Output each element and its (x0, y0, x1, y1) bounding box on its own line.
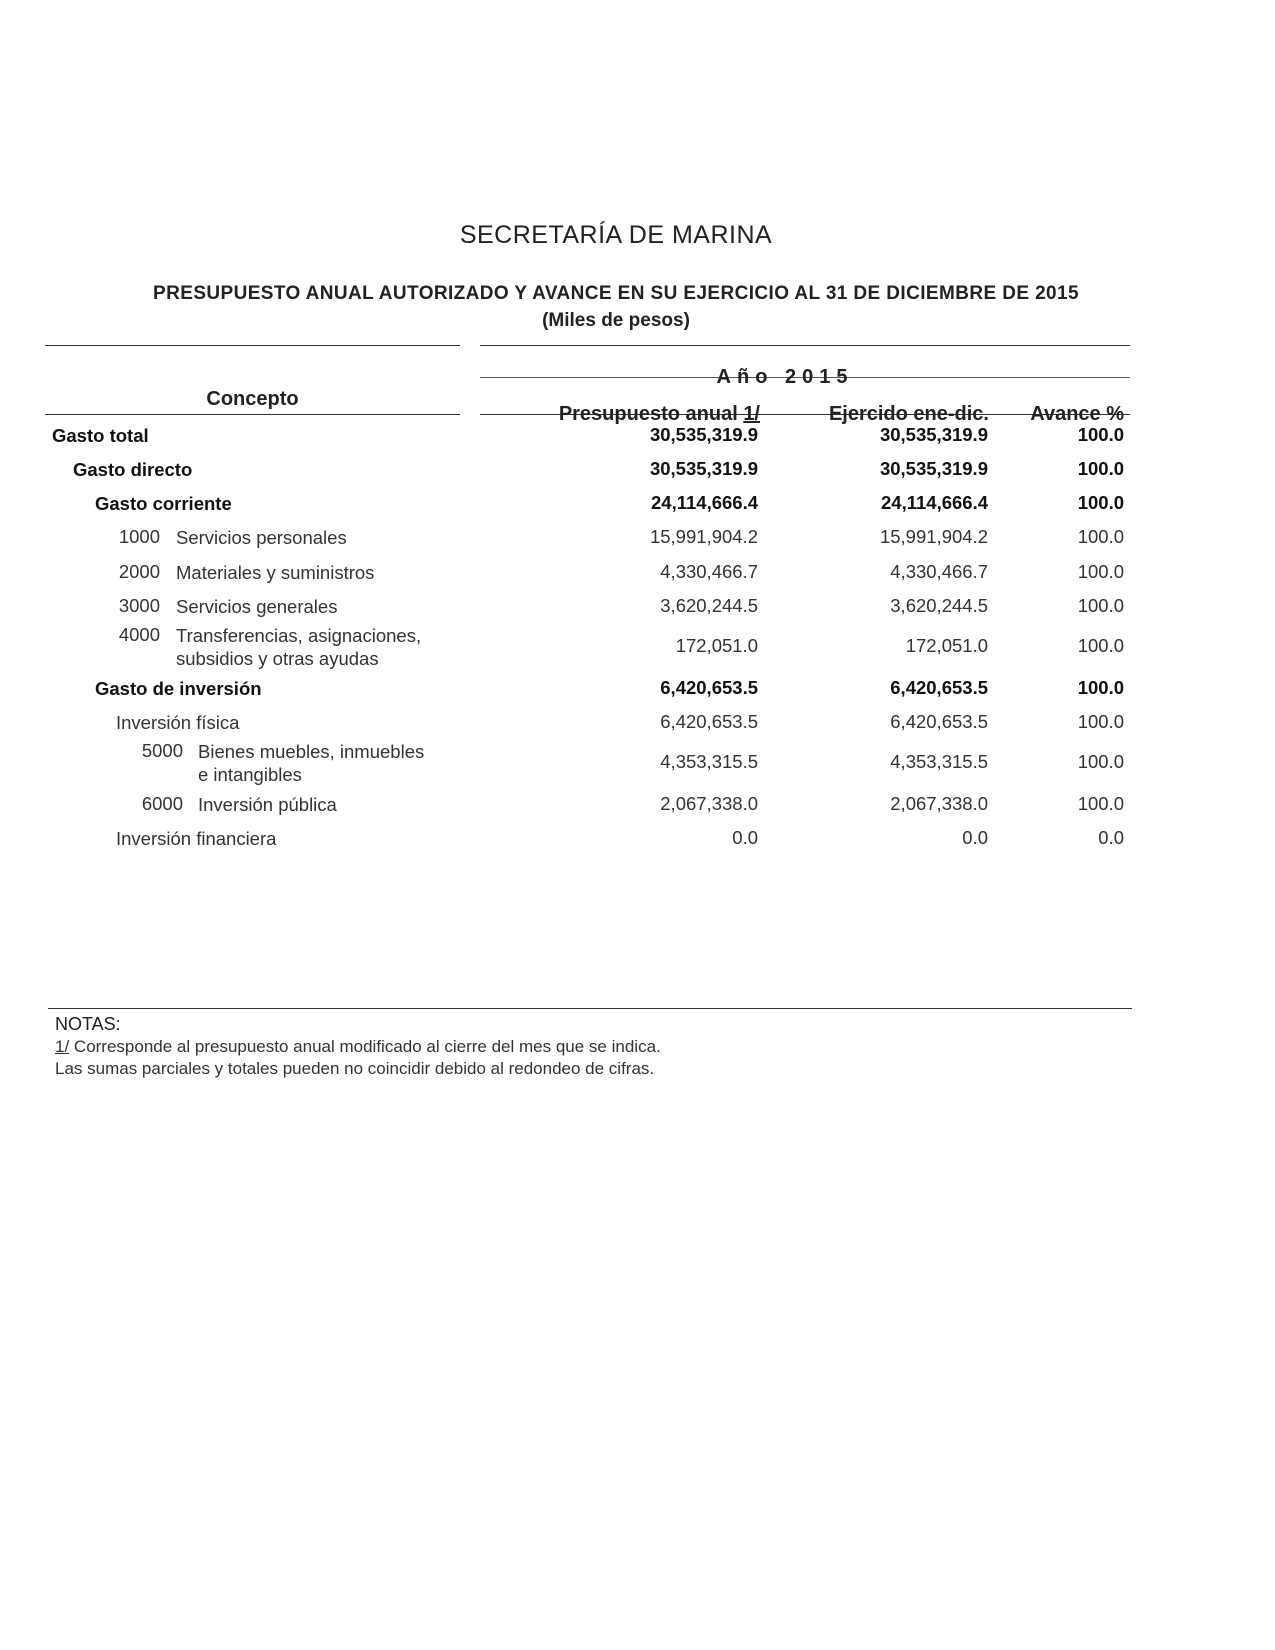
row-avance: 100.0 (1077, 561, 1124, 582)
row-ejercido: 0.0 (962, 827, 988, 848)
row-presupuesto: 6,420,653.5 (660, 677, 758, 698)
row-presupuesto: 0.0 (732, 827, 758, 848)
header-ejercido: Ejercido ene-dic. (828, 403, 989, 425)
row-avance: 100.0 (1077, 711, 1124, 732)
row-presupuesto: 15,991,904.2 (649, 526, 758, 547)
row-label: Materiales y suministros (176, 562, 375, 583)
row-avance: 100.0 (1077, 526, 1124, 547)
header-top-rule-right (480, 345, 1130, 346)
row-presupuesto: 2,067,338.0 (660, 793, 758, 814)
row-ejercido: 15,991,904.2 (879, 526, 988, 547)
row-presupuesto: 6,420,653.5 (660, 711, 758, 732)
header-bottom-rule-left (45, 414, 460, 415)
header-year: Año 2015 (716, 366, 854, 388)
header-presupuesto (520, 403, 760, 426)
row-ejercido: 6,420,653.5 (890, 677, 988, 698)
note-2: Las sumas parciales y totales pueden no coincidir debido al redondeo de cifras. (55, 1059, 655, 1078)
row-presupuesto: 4,353,315.5 (660, 751, 758, 772)
row-avance: 100.0 (1077, 635, 1124, 656)
row-avance: 0.0 (1098, 827, 1124, 848)
row-ejercido: 4,353,315.5 (890, 751, 988, 772)
units-label: (Miles de pesos) (542, 310, 690, 331)
row-ejercido: 172,051.0 (905, 635, 988, 656)
row-avance: 100.0 (1077, 595, 1124, 616)
row-ejercido: 6,420,653.5 (890, 711, 988, 732)
row-ejercido: 2,067,338.0 (890, 793, 988, 814)
header-concepto: Concepto (206, 388, 299, 410)
row-label: Gasto de inversión (95, 678, 262, 699)
row-code: 3000 (118, 595, 160, 616)
document-subtitle: PRESUPUESTO ANUAL AUTORIZADO Y AVANCE EN SU EJERCICIO AL 31 DE DICIEMBRE DE 2015 (153, 283, 1079, 304)
row-code: 4000 (118, 624, 160, 645)
notes-heading: NOTAS: (55, 1014, 121, 1034)
row-presupuesto: 30,535,319.9 (649, 458, 758, 479)
row-presupuesto: 172,051.0 (675, 635, 758, 656)
row-label-continuation: subsidios y otras ayudas (176, 648, 379, 669)
row-presupuesto: 24,114,666.4 (651, 492, 758, 513)
row-code: 5000 (141, 740, 183, 761)
row-label-continuation: e intangibles (198, 764, 302, 785)
row-label: Inversión física (116, 712, 240, 733)
row-label: Bienes muebles, inmuebles (198, 741, 425, 762)
row-label: Inversión financiera (116, 828, 277, 849)
row-avance: 100.0 (1077, 424, 1124, 445)
header-presupuesto-label: Presupuesto anual (558, 403, 744, 425)
row-code: 2000 (118, 561, 160, 582)
row-ejercido: 30,535,319.9 (879, 458, 988, 479)
row-label: Transferencias, asignaciones, (176, 625, 422, 646)
row-ejercido: 4,330,466.7 (890, 561, 988, 582)
row-avance: 100.0 (1077, 751, 1124, 772)
row-presupuesto: 3,620,244.5 (660, 595, 758, 616)
row-avance: 100.0 (1077, 677, 1124, 698)
row-code: 6000 (141, 793, 183, 814)
header-presupuesto-footnote-ref: 1/ (743, 403, 760, 425)
row-label: Gasto corriente (95, 493, 232, 514)
note-1-ref: 1/ (55, 1037, 70, 1056)
row-ejercido: 3,620,244.5 (890, 595, 988, 616)
header-avance: Avance % (1030, 403, 1124, 425)
row-avance: 100.0 (1077, 492, 1124, 513)
document-title: SECRETARÍA DE MARINA (459, 221, 773, 249)
row-avance: 100.0 (1077, 458, 1124, 479)
row-label: Gasto total (52, 425, 149, 446)
row-ejercido: 24,114,666.4 (881, 492, 988, 513)
row-presupuesto: 30,535,319.9 (649, 424, 758, 445)
row-label: Inversión pública (198, 794, 337, 815)
row-avance: 100.0 (1077, 793, 1124, 814)
row-label: Servicios generales (176, 596, 338, 617)
row-code: 1000 (118, 526, 160, 547)
notes-section (55, 1013, 661, 1080)
notes-top-rule (48, 1008, 1132, 1009)
row-label: Gasto directo (73, 459, 193, 480)
row-label: Servicios personales (176, 527, 347, 548)
row-presupuesto: 4,330,466.7 (660, 561, 758, 582)
row-ejercido: 30,535,319.9 (879, 424, 988, 445)
header-top-rule-left (45, 345, 460, 346)
note-1-text: Corresponde al presupuesto anual modificado al cierre del mes que se indica. (69, 1037, 661, 1056)
note-1 (55, 1036, 661, 1058)
